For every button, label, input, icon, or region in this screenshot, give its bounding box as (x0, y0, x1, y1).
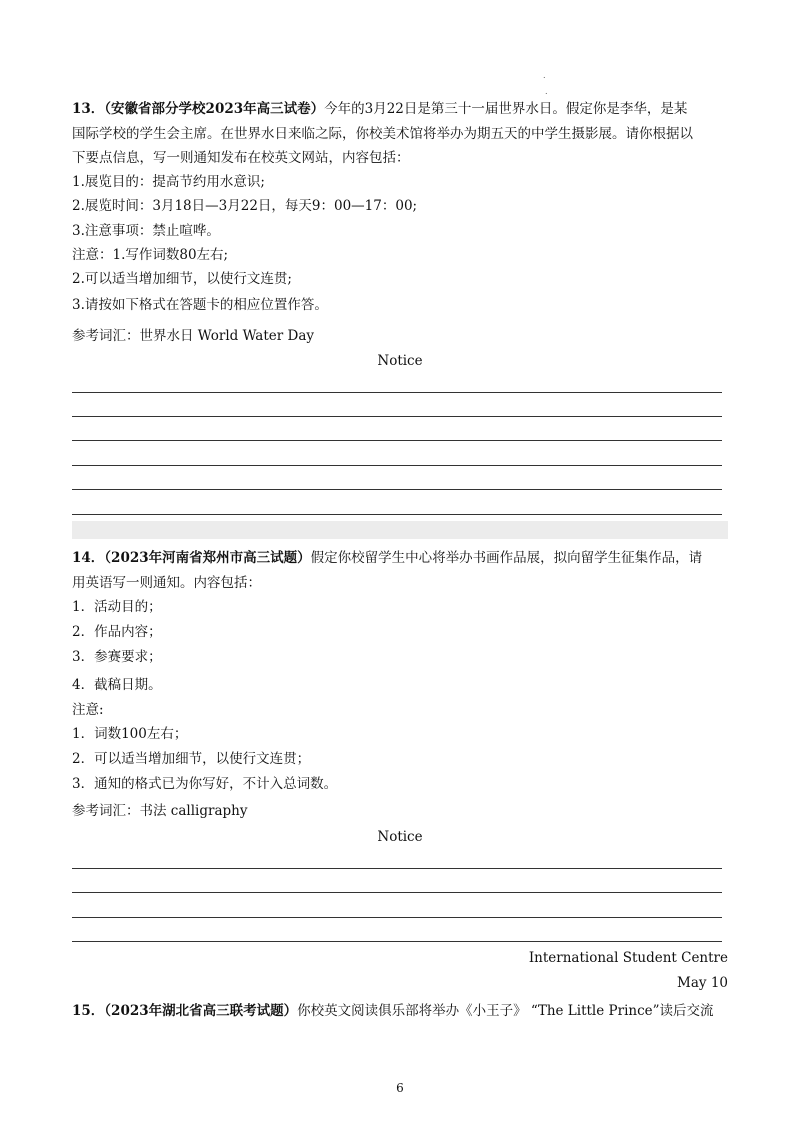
q14-number: 14． (72, 550, 105, 566)
q14-note-3: 3．通知的格式已为你写好，不计入总词数。 (72, 776, 338, 792)
q15-intro-text-1: 你校英文阅读俱乐部将举办《小王子》 “The Little Prince”读后交流 (297, 1003, 714, 1019)
header-mark: . (545, 87, 548, 96)
q13-vocab: 参考词汇：世界水日 World Water Day (72, 328, 314, 344)
q13-intro-line-2: 国际学校的学生会主席。在世界水日来临之际，你校美术馆将举办为期五天的中学生摄影展。请你根据以 (72, 126, 693, 142)
q13-point-2: 2.展览时间：3月18日—3月22日，每天9：00—17：00; (72, 198, 418, 214)
q14-notice-title: Notice (377, 829, 423, 845)
q13-note-3: 3.请按如下格式在答题卡的相应位置作答。 (72, 297, 328, 313)
q14-intro-line-2: 用英语写一则通知。内容包括： (72, 575, 261, 591)
section-separator-band (72, 521, 728, 539)
q14-date: May 10 (677, 975, 728, 991)
q13-intro-line-1 (72, 99, 732, 119)
q13-intro-line-3: 下要点信息，写一则通知发布在校英文网站，内容包括： (72, 150, 410, 166)
q13-point-1: 1.展览目的：提高节约用水意识; (72, 174, 265, 190)
q14-vocab: 参考词汇：书法 calligraphy (72, 803, 248, 819)
q14-point-2: 2．作品内容； (72, 624, 162, 640)
q13-answer-line (72, 440, 722, 441)
q13-answer-line (72, 392, 722, 393)
page-number: 6 (396, 1081, 404, 1095)
q13-answer-line (72, 514, 722, 515)
header-mark: . (543, 71, 546, 80)
q13-notice-title: Notice (377, 353, 423, 369)
q14-source: （2023年河南省郑州市高三试题） (104, 550, 311, 566)
q13-answer-line (72, 489, 722, 490)
q13-answer-line (72, 465, 722, 466)
q14-signature: International Student Centre (528, 950, 728, 966)
q14-answer-line (72, 868, 722, 869)
q13-answer-line (72, 416, 722, 417)
q14-notes-title: 注意: (72, 702, 104, 718)
q13-intro-text-1: 今年的3月22日是第三十一届世界水日。假定你是李华，是某 (324, 101, 688, 117)
q13-note-1: 注意：1.写作词数80左右; (72, 247, 229, 263)
q14-note-2: 2．可以适当增加细节，以使行文连贯； (72, 751, 311, 767)
q14-point-4: 4．截稿日期。 (72, 677, 162, 693)
q14-answer-line (72, 892, 722, 893)
q14-point-3: 3．参赛要求； (72, 649, 162, 665)
q14-answer-line (72, 917, 722, 918)
q15-source: （2023年湖北省高三联考试题） (104, 1003, 298, 1019)
q13-source: （安徽省部分学校2023年高三试卷） (104, 101, 325, 117)
q14-intro-text-1: 假定你校留学生中心将举办书画作品展，拟向留学生征集作品，请 (310, 550, 703, 566)
q15-number: 15． (72, 1003, 105, 1019)
q14-intro-line-1 (72, 548, 732, 568)
q14-note-1: 1．词数100左右； (72, 726, 188, 742)
q14-point-1: 1．活动目的； (72, 599, 162, 615)
q13-point-3: 3.注意事项：禁止喧哗。 (72, 223, 220, 239)
q13-number: 13． (72, 101, 105, 117)
q14-answer-line (72, 941, 722, 942)
q15-intro-line-1 (72, 1001, 732, 1021)
q13-note-2: 2.可以适当增加细节，以使行文连贯; (72, 271, 292, 287)
